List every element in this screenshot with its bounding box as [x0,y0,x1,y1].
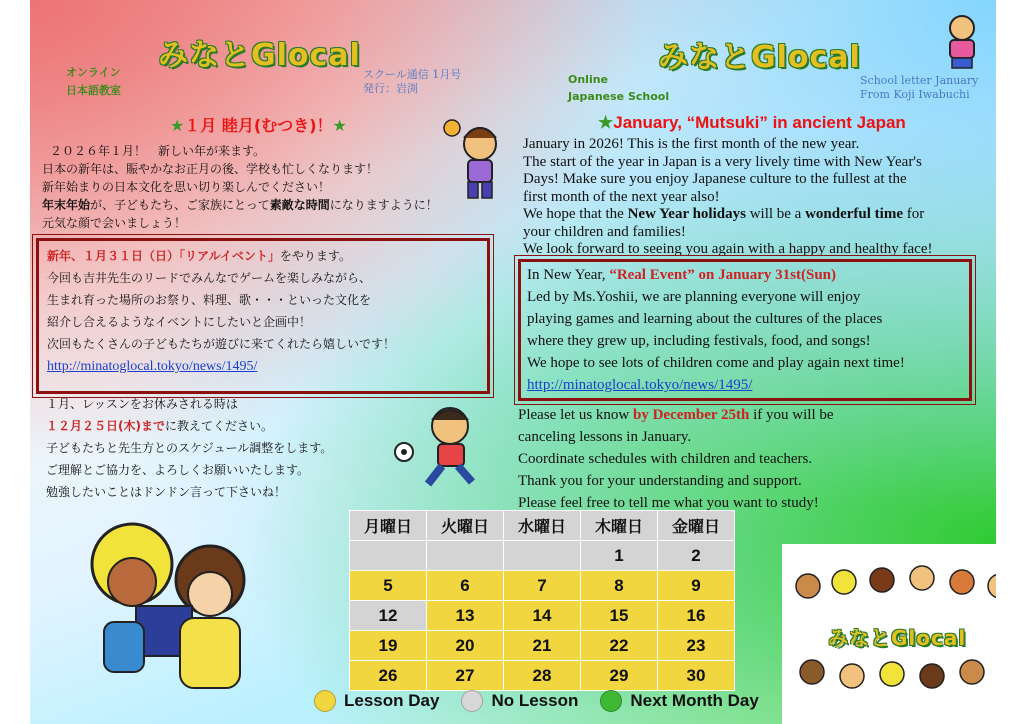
kid-waving-illustration [930,8,994,72]
legend-dot-icon [314,690,336,712]
jp-cancel-line: １月、レッスンをお休みされる時は [46,397,238,411]
jp-event-line: 生まれ育った場所のお祭り、料理、歌・・・といった文化を [47,293,372,307]
legend-label: No Lesson [491,691,579,710]
jp-event-line: 紹介し合えるようなイベントにしたいと企画中！ [47,315,312,329]
calendar-day-cell [504,541,581,571]
star-icon: ★ [332,116,347,135]
legend-dot-icon [600,690,622,712]
star-icon: ★ [170,116,185,135]
jp-wish-bold: 年末年始 [42,198,91,212]
legend-dot-icon [461,690,483,712]
boy-thinking-illustration [440,114,520,204]
calendar-day-cell: 30 [658,661,735,691]
kids-group-illustration [782,544,996,724]
calendar-header: 火曜日 [427,511,504,541]
calendar-day-cell: 21 [504,631,581,661]
jp-event-line: 今回も吉井先生のリードでみんなでゲームを楽しみながら、 [47,271,372,285]
lesson-calendar [349,510,735,691]
calendar-body [350,541,735,691]
jp-wish-text: になりますように！ [329,198,438,212]
en-cancel-text: if you will be [749,407,834,423]
en-cancel-note [518,404,958,514]
en-cancel-line: canceling lessons in January. [518,429,692,445]
calendar-week-row [350,541,735,571]
jp-cancel-highlight: １２月２５日(木)まで [46,419,165,433]
boy-with-ball-illustration [392,400,502,492]
calendar-week-row [350,661,735,691]
en-cancel-highlight: by December 25th [632,407,750,423]
jp-wish-text: が、子どもたち、ご家族にとって [90,198,270,212]
en-logo: みなとGlocal [658,40,861,75]
jp-intro-line: 新年始まりの日本文化を思い切り楽しんでください！ [42,180,331,194]
en-event-line: We hope to see lots of children come and play again next time! [527,355,905,371]
en-event-line: Led by Ms.Yoshii, we are planning everyone will enjoy [527,289,861,305]
en-cancel-deadline [518,404,958,426]
en-wish-bold: New Year holidays [627,206,746,222]
kids-reading-illustration [70,502,270,712]
calendar-header-row [350,511,735,541]
calendar-header: 金曜日 [658,511,735,541]
calendar-week-row [350,601,735,631]
calendar-day-cell: 28 [504,661,581,691]
jp-event-box [36,238,490,394]
calendar-day-cell [427,541,504,571]
calendar-header: 木曜日 [581,511,658,541]
calendar-day-cell: 13 [427,601,504,631]
en-heading [598,113,906,133]
en-intro-line: Days! Make sure you enjoy Japanese culture to the fullest at the [523,171,907,187]
calendar-day-cell: 22 [581,631,658,661]
en-letter-info [860,74,978,102]
en-wish-text: will be a [745,206,806,222]
jp-subtitle-line1: オンライン [66,66,121,79]
jp-cancel-line: 勉強したいことはドンドン言って下さいね！ [46,485,287,499]
en-intro-line: We look forward to seeing you again with a happy and healthy face! [523,241,933,257]
calendar-legend [314,690,773,712]
jp-heading-text: １月 睦月(むつき)！ [184,116,333,135]
jp-intro-line: 日本の新年は、賑やかなお正月の後、学校も忙しくなります！ [42,162,379,176]
en-subtitle-line2: Japanese School [568,90,670,103]
calendar-day-cell: 8 [581,571,658,601]
en-event-title-text: In New Year, [527,267,610,283]
jp-event-title [47,245,479,267]
jp-letter-info [363,68,461,96]
calendar-header: 水曜日 [504,511,581,541]
en-event-highlight: “Real Event” on January 31st(Sun) [609,267,837,283]
jp-heading [170,113,347,136]
jp-event-line: 次回もたくさんの子どもたちが遊びに来てくれたら嬉しいです！ [47,337,396,351]
en-intro-line: The start of the year in Japan is a very lively time with New Year's [523,153,922,170]
jp-logo: みなとGlocal [158,38,361,73]
en-wish-text: We hope that the [523,206,628,222]
jp-cancel-line: ご理解とご協力を、よろしくお願いいたします。 [46,463,310,477]
jp-event-link[interactable]: http://minatoglocal.tokyo/news/1495/ [47,359,258,374]
en-letter-line2: From Koji Iwabuchi [860,88,970,101]
en-intro-line: January in 2026! This is the first month of the new year. [523,136,860,152]
calendar-day-cell: 5 [350,571,427,601]
en-cancel-line: Coordinate schedules with children and teachers. [518,451,813,467]
jp-cancel-line: 子どもたちと先生方とのスケジュール調整をします。 [46,441,333,455]
calendar-day-cell: 15 [581,601,658,631]
calendar-day-cell: 2 [658,541,735,571]
en-intro [523,136,993,259]
calendar-day-cell: 23 [658,631,735,661]
en-intro-line: your children and families! [523,223,686,240]
calendar-day-cell: 19 [350,631,427,661]
en-event-link[interactable]: http://minatoglocal.tokyo/news/1495/ [527,377,753,393]
calendar-day-cell: 6 [427,571,504,601]
en-wish-line [523,206,993,224]
en-cancel-line: Thank you for your understanding and support. [518,473,802,489]
calendar-day-cell: 16 [658,601,735,631]
jp-wish-bold: 素敵な時間 [269,198,330,212]
calendar-day-cell: 9 [658,571,735,601]
calendar-week-row [350,631,735,661]
jp-subtitle [66,64,121,100]
star-icon: ★ [598,113,614,132]
en-subtitle-line1: Online [568,73,609,86]
calendar-day-cell: 14 [504,601,581,631]
jp-intro-line: ２０２６年１月！ 新しい年が来ます。 [50,144,266,158]
calendar-day-cell: 1 [581,541,658,571]
group-logo: みなとGlocal [828,626,967,650]
calendar-day-cell [350,541,427,571]
calendar-day-cell: 29 [581,661,658,691]
jp-letter-line2: 発行：岩渕 [363,82,418,95]
jp-event-title-rest: をやります。 [279,249,351,263]
en-event-box [518,259,972,401]
en-cancel-line: Please feel free to tell me what you want to study! [518,495,819,511]
en-wish-text: for [903,206,925,222]
en-intro-line: first month of the next year also! [523,188,720,205]
calendar-header: 月曜日 [350,511,427,541]
calendar-day-cell: 12 [350,601,427,631]
legend-label: Next Month Day [630,691,759,710]
en-event-title [527,264,963,286]
jp-cancel-deadline [46,415,376,437]
jp-intro-line: 元気な顔で会いましょう！ [42,216,187,230]
en-wish-bold: wonderful time [805,206,903,222]
en-letter-line1: School letter January [860,74,979,87]
calendar-day-cell: 26 [350,661,427,691]
legend-label: Lesson Day [344,691,440,710]
jp-cancel-rest: に教えてください。 [164,419,273,433]
jp-event-highlight: 新年、１月３１日（日）「リアルイベント」 [47,249,280,263]
jp-subtitle-line2: 日本語教室 [66,84,121,97]
en-subtitle [568,71,669,105]
jp-cancel-note [46,393,376,503]
calendar-day-cell: 27 [427,661,504,691]
calendar-day-cell: 20 [427,631,504,661]
en-heading-text: January, “Mutsuki” in ancient Japan [613,113,906,132]
newsletter-page [30,0,996,724]
calendar-week-row [350,571,735,601]
en-cancel-text: Please let us know [518,407,633,423]
calendar-day-cell: 7 [504,571,581,601]
en-event-line: where they grew up, including festivals, food, and songs! [527,333,871,349]
jp-letter-line1: スクール通信 1月号 [363,68,462,81]
en-event-line: playing games and learning about the cultures of the places [527,311,883,327]
